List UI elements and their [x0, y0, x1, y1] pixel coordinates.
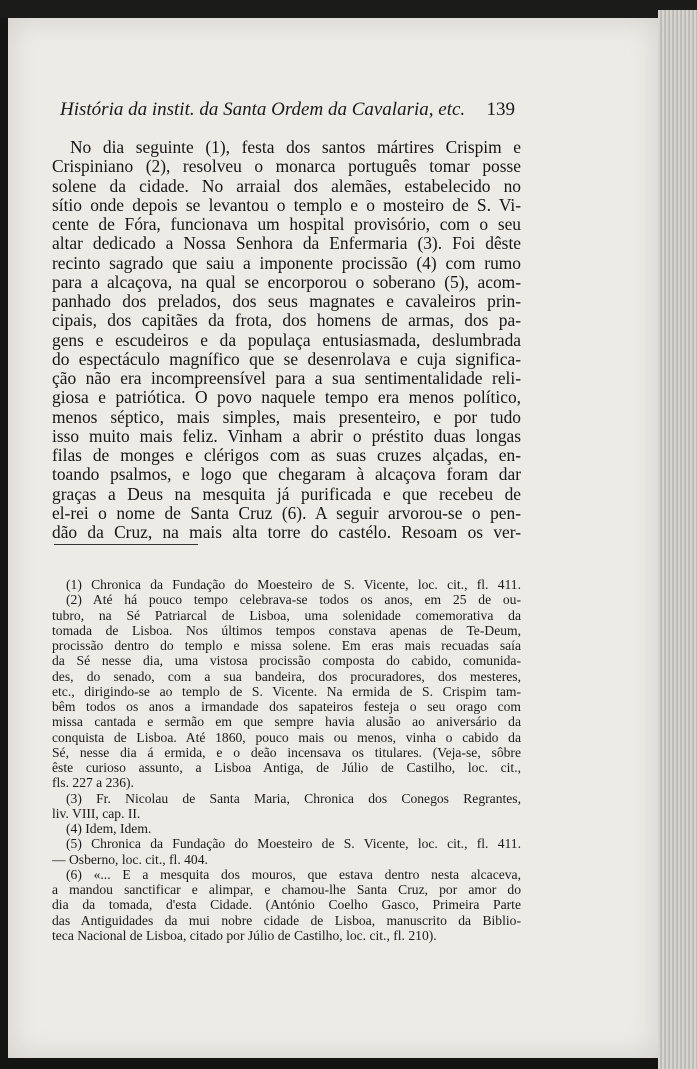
footnote-line: des, do senado, com a sua bandeira, dos procuradores, dos mesteres, — [52, 668, 521, 684]
text-line: giosa e patriótica. O povo naquele tempo era menos político, — [52, 387, 521, 408]
text-line: el-rei o nome de Santa Cruz (6). A seguir arvorou-se o pen- — [52, 502, 521, 523]
text-line: isso muito mais feliz. Vinham a abrir o préstito duas longas — [52, 425, 521, 446]
footnote-line: etc., dirigindo-se ao templo de S. Vicente. Na ermida de S. Crispim tam- — [52, 683, 521, 699]
footnote-line: conquista de Lisboa. Até 1860, pouco mais ou menos, vinha o cabido da — [52, 729, 521, 745]
footnote-line: fls. 227 a 236). — [52, 775, 134, 791]
footnote-line: teca Nacional de Lisboa, citado por Júlio de Castilho, loc. cit., fl. 210). — [52, 927, 437, 943]
running-title: História da instit. da Santa Ordem da Cavalaria, etc. — [60, 99, 466, 120]
text-line: cipais, dos capitães da frota, dos homens de armas, dos pa- — [52, 310, 521, 331]
footnote-separator — [54, 544, 198, 545]
text-line: graças a Deus na mesquita já purificada e que recebeu de — [52, 483, 521, 504]
text-line: dão da Cruz, na mais alta torre do castélo. Resoam os ver- — [52, 522, 521, 542]
footnote-line: tubro, na Sé Patriarcal de Lisboa, uma solenidade comemorativa da — [52, 607, 521, 623]
text-line: ção não era incompreensível para a sua sentimentalidade reli- — [52, 368, 521, 388]
footnote-line: (6) «... E a mesquita dos mouros, que estava dentro nesta alcaceva, — [66, 866, 521, 882]
running-header — [60, 99, 515, 129]
footnote-line: tomada de Lisboa. Nos últimos tempos constava apenas de Te-Deum, — [52, 622, 521, 638]
footnote-line: (3) Fr. Nicolau de Santa Maria, Chronica dos Conegos Regrantes, — [66, 790, 521, 806]
text-line: para a alcaçova, na qual se encorporou o soberano (5), acom- — [52, 271, 521, 292]
footnote-line: êste curioso assunto, a Lisboa Antiga, de Júlio de Castilho, loc. cit., — [52, 760, 521, 775]
text-line: menos séptico, mais simples, mais presenteiro, e por tudo — [52, 406, 521, 427]
footnote-line: — Osberno, loc. cit., fl. 404. — [52, 851, 208, 867]
text-line: recinto sagrado que saiu a imponente procissão (4) com rumo — [52, 252, 521, 273]
text-line: altar dedicado a Nossa Senhora da Enfermaria (3). Foi dêste — [52, 233, 521, 254]
footnote-line: liv. VIII, cap. II. — [52, 805, 141, 821]
footnote-line: missa cantada e sermão em que sempre havia alusão ao aniversário da — [52, 714, 521, 730]
scan-top-edge — [0, 0, 697, 18]
text-line: filas de monges e clérigos com as suas cruzes alçadas, en- — [52, 445, 521, 465]
footnote-line: (4) Idem, Idem. — [66, 821, 152, 836]
text-line: solene da cidade. No arraial dos alemães, estabelecido no — [52, 175, 521, 196]
text-line: cente de Fóra, funcionava um hospital provisório, com o seu — [52, 214, 521, 234]
footnote-line: a mandou sanctificar e alimpar, e chamou-lhe Santa Cruz, por amor do — [52, 882, 521, 897]
text-line: sítio onde depois se levantou o templo e o mosteiro de S. Vi- — [52, 194, 521, 215]
text-line: toando psalmos, e logo que chegaram à alcaçova foram dar — [52, 464, 521, 485]
footnote-line: procissão dentro do templo e missa solene. Em eras mais recuadas saía — [52, 638, 521, 653]
footnote-line: Sé, nesse dia á ermida, e o deão incensava os titulares. (Veja-se, sôbre — [52, 744, 521, 760]
footnote-line: (2) Até há pouco tempo celebrava-se todos os anos, em 25 de ou- — [66, 592, 521, 608]
text-line: do espectáculo magnífico que se desenrolava e cuja significa- — [52, 348, 521, 369]
footnote-line: (1) Chronica da Fundação do Moesteiro de S. Vicente, loc. cit., fl. 411. — [66, 577, 521, 592]
text-line: No dia seguinte (1), festa dos santos mártires Crispim e — [70, 137, 521, 157]
footnote-line: (5) Chronica da Fundação do Moesteiro de S. Vicente, loc. cit., fl. 411. — [66, 836, 521, 852]
text-line: Crispiniano (2), resolveu o monarca português tomar posse — [52, 156, 521, 177]
footnote-line: das Antiguidades da mui nobre cidade de Lisboa, manuscrito da Biblio- — [52, 912, 521, 928]
footnote-line: bêm todos os anos a irmandade dos sapateiros festeja o seu orago com — [52, 699, 521, 714]
footnotes — [52, 577, 521, 943]
footnote-line: da Sé nesse dia, uma vistosa procissão composta do cabido, comunida- — [52, 653, 521, 669]
page-number: 139 — [486, 99, 515, 120]
text-line: panhado dos prelados, dos seus magnates e cavaleiros prin- — [52, 291, 521, 311]
text-line: gens e escudeiros e da populaça entusiasmada, deslumbrada — [52, 329, 521, 350]
main-text — [52, 138, 521, 542]
page-fore-edge — [658, 10, 697, 1069]
footnote-line: dia da tomada, d'esta Cidade. (António Coelho Gasco, Primeira Parte — [52, 897, 521, 913]
